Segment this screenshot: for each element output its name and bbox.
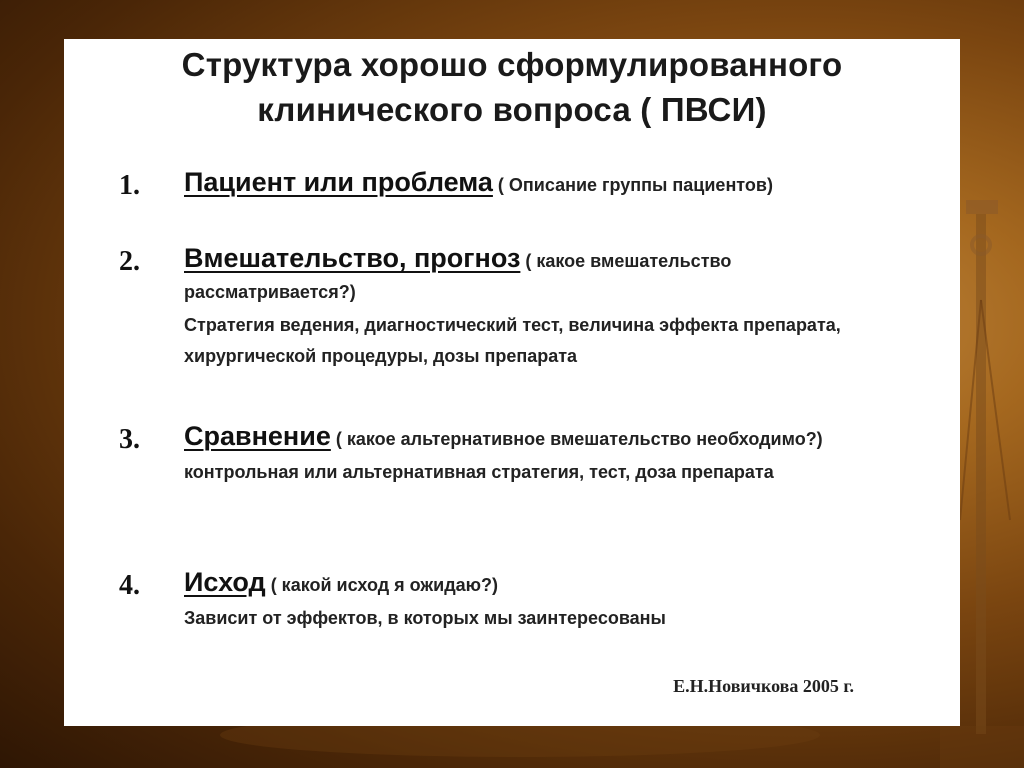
list-item-body	[184, 243, 904, 372]
list-item-heading: Пациент или проблема	[184, 167, 493, 197]
list-item-number: 4.	[119, 570, 140, 601]
list-item-body	[184, 167, 904, 201]
list-item-note: ( Описание группы пациентов)	[492, 175, 773, 195]
list-item-body	[184, 421, 904, 488]
list-item-body	[184, 567, 904, 634]
list-item-heading: Исход	[184, 567, 266, 597]
list-item-detail: Стратегия ведения, диагностический тест, величина эффекта препарата, хирургической процедуры, дозы препарата	[184, 315, 841, 366]
list-item-heading: Вмешательство, прогноз	[184, 243, 521, 273]
list-item-number: 2.	[119, 246, 140, 277]
slide-title-line-2: клинического вопроса ( ПВСИ)	[257, 91, 767, 128]
slide-content-card	[64, 39, 960, 726]
list-item-number: 3.	[119, 424, 140, 455]
list-item-note: ( какое вмешательство рассматривается?)	[184, 251, 732, 302]
list-item-detail: контрольная или альтернативная стратегия, тест, доза препарата	[184, 462, 774, 482]
list-item-detail: Зависит от эффектов, в которых мы заинтересованы	[184, 608, 666, 628]
author-signature: Е.Н.Новичкова 2005 г.	[673, 676, 854, 696]
list-item-note: ( какое альтернативное вмешательство необходимо?)	[330, 429, 823, 449]
list-item-heading: Сравнение	[184, 421, 331, 451]
slide-title-line-1: Структура хорошо сформулированного	[181, 46, 843, 83]
list-item-note: ( какой исход я ожидаю?)	[265, 575, 499, 595]
list-item-number: 1.	[119, 170, 140, 201]
slide-title	[64, 42, 960, 132]
